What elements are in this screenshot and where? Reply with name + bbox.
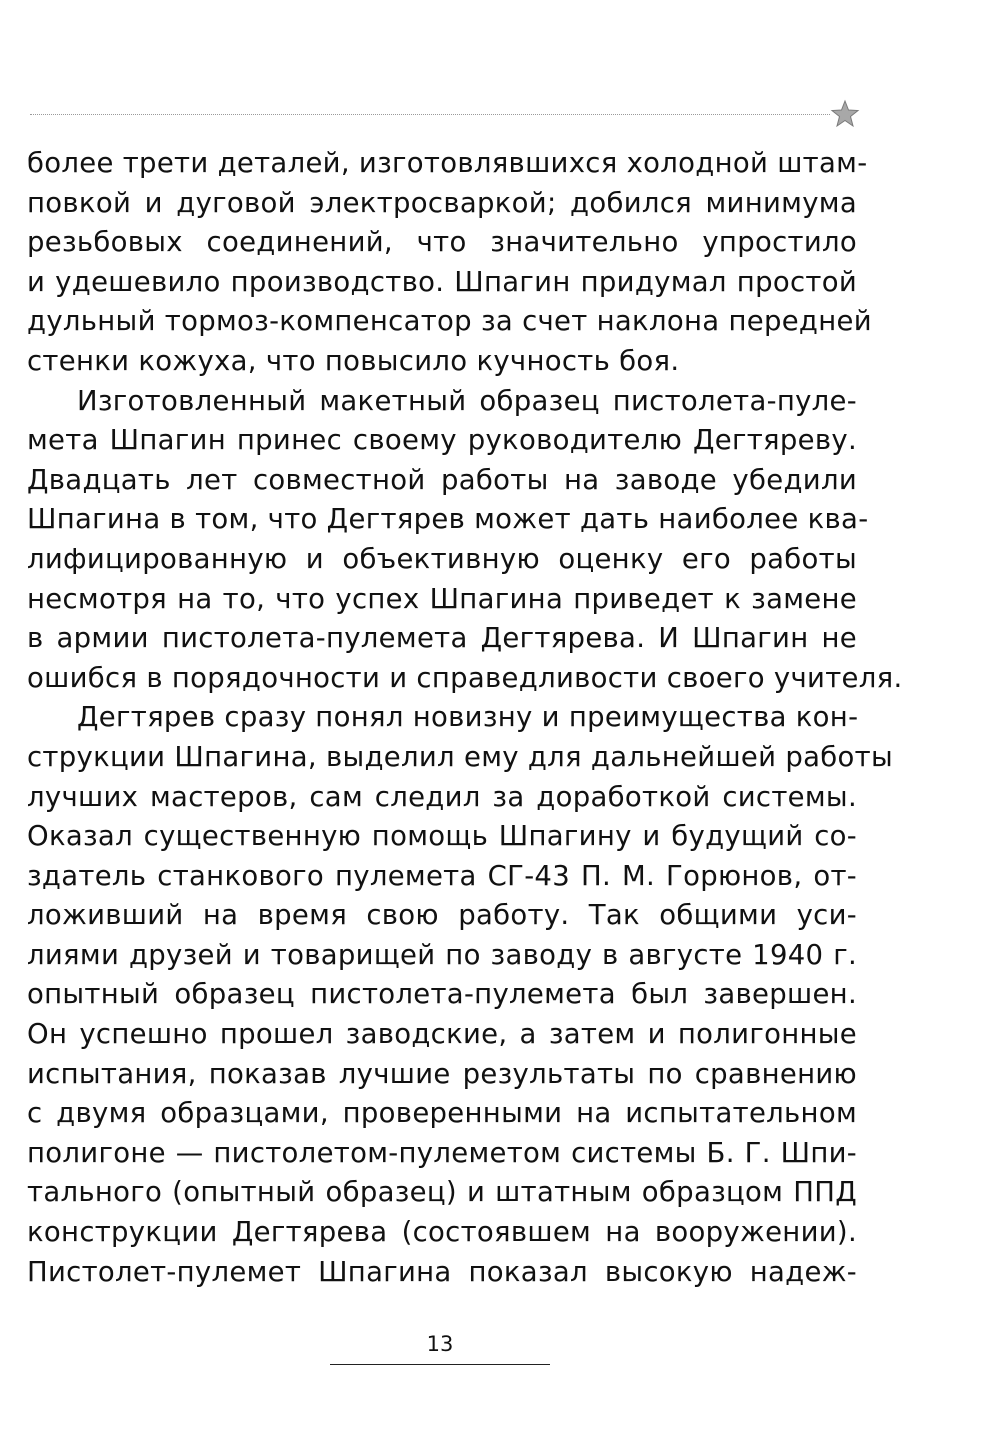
text-line: стенки кожуха, что повысило кучность боя. — [27, 344, 680, 377]
text-line: Оказал существенную помощь Шпагину и будущий со- — [27, 820, 857, 853]
text-line: Пистолет-пулемет Шпагина показал высокую надеж- — [27, 1255, 857, 1288]
paragraph — [27, 144, 872, 382]
text-line: несмотря на то, что успех Шпагина приведет к замене — [27, 582, 857, 615]
header-dotted-rule — [30, 114, 830, 115]
text-line: лучших мастеров, сам следил за доработкой системы. — [27, 780, 857, 813]
text-line: тального (опытный образец) и штатным образцом ППД — [27, 1176, 857, 1209]
text-line: Изготовленный макетный образец пистолета-пуле- — [77, 384, 857, 417]
text-line: опытный образец пистолета-пулемета был завершен. — [27, 978, 857, 1011]
text-line: испытания, показав лучшие результаты по сравнению — [27, 1057, 857, 1090]
text-line: и удешевило производство. Шпагин придумал простой — [27, 265, 857, 298]
paragraph — [27, 698, 893, 1292]
text-line: ошибся в порядочности и справедливости своего учителя. — [27, 661, 903, 694]
text-line: Двадцать лет совместной работы на заводе убедили — [27, 463, 857, 496]
text-line: ложивший на время свою работу. Так общими уси- — [27, 899, 857, 932]
text-line: здатель станкового пулемета СГ-43 П. М. Горюнов, от- — [27, 859, 857, 892]
text-line: конструкции Дегтярева (состоявшем на вооружении). — [27, 1216, 857, 1249]
page-number: 13 — [426, 1332, 454, 1356]
text-line: полигоне — пистолетом-пулеметом системы Б. Г. Шпи- — [27, 1136, 857, 1169]
text-line: струкции Шпагина, выделил ему для дальнейшей работы — [27, 740, 893, 773]
text-line: повкой и дуговой электросваркой; добился минимума — [27, 186, 857, 219]
text-line: мета Шпагин принес своему руководителю Дегтяреву. — [27, 424, 857, 457]
paragraph — [27, 382, 903, 699]
text-line: Шпагина в том, что Дегтярев может дать наиболее ква- — [27, 503, 869, 536]
body-text — [27, 144, 903, 1292]
text-line: Он успешно прошел заводские, а затем и полигонные — [27, 1018, 857, 1051]
footer-rule — [330, 1364, 550, 1365]
text-line: Дегтярев сразу понял новизну и преимущества кон- — [77, 701, 859, 734]
text-line: дульный тормоз-компенсатор за счет наклона передней — [27, 305, 872, 338]
text-line: лиями друзей и товарищей по заводу в августе 1940 г. — [27, 938, 857, 971]
text-line: с двумя образцами, проверенными на испытательном — [27, 1097, 857, 1130]
text-line: более трети деталей, изготовлявшихся холодной штам- — [27, 147, 868, 179]
text-line: резьбовых соединений, что значительно упростило — [27, 226, 857, 259]
text-line: в армии пистолета-пулемета Дегтярева. И Шпагин не — [27, 622, 857, 655]
text-line: лифицированную и объективную оценку его работы — [27, 542, 857, 575]
star-icon — [830, 99, 860, 129]
